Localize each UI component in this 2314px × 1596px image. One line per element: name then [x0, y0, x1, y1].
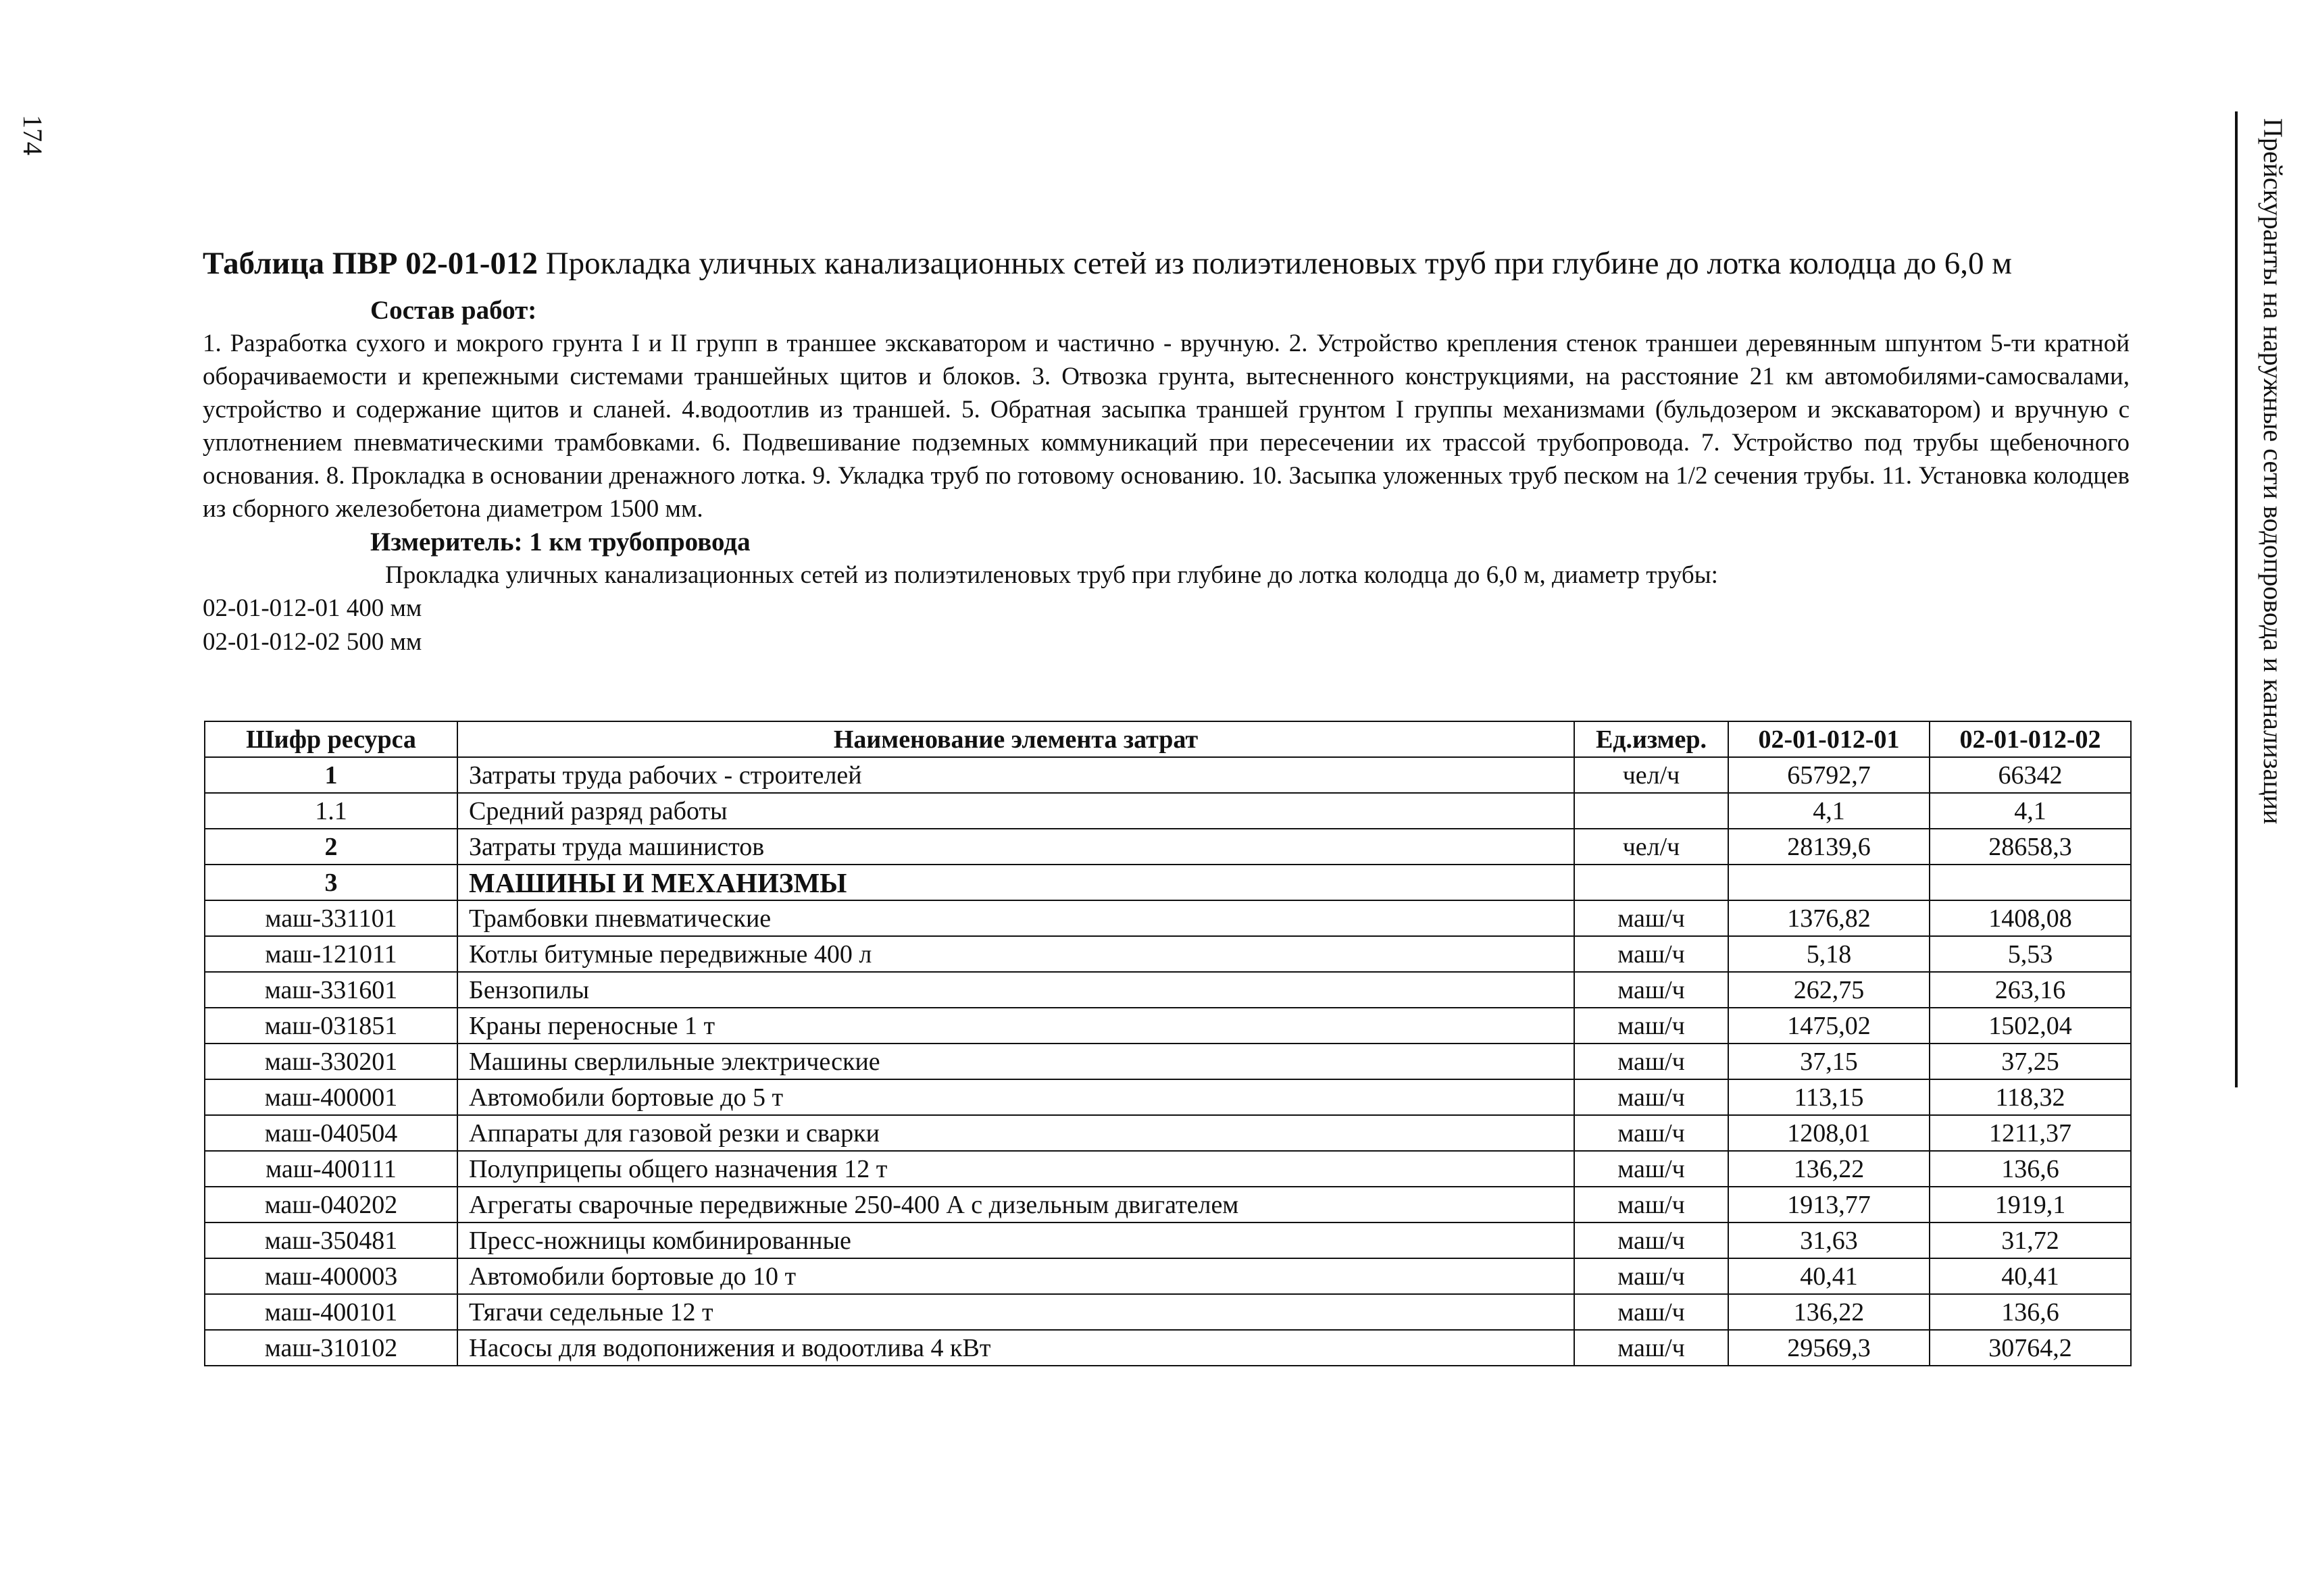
- cell-resource-code: 1: [205, 757, 457, 793]
- cell-variant-1: 28139,6: [1728, 829, 1930, 865]
- cell-unit: маш/ч: [1574, 1115, 1728, 1151]
- table-row: [205, 1079, 2131, 1115]
- cell-resource-code: маш-040504: [205, 1115, 457, 1151]
- cell-unit: маш/ч: [1574, 1258, 1728, 1294]
- cell-variant-2: 263,16: [1930, 972, 2131, 1008]
- cell-unit: маш/ч: [1574, 1187, 1728, 1222]
- cell-variant-2: 118,32: [1930, 1079, 2131, 1115]
- table-row: [205, 1044, 2131, 1079]
- cell-unit: чел/ч: [1574, 757, 1728, 793]
- cell-variant-1: 4,1: [1728, 793, 1930, 829]
- cell-cost-item: МАШИНЫ И МЕХАНИЗМЫ: [457, 865, 1574, 900]
- works-description: 1. Разработка сухого и мокрого грунта I и II групп в траншее экскаватором и частично - вручную. 2. Устройство крепления стенок траншеи деревянным шпунтом 5-ти кратной оборачиваемости и крепежными системами траншейных щитов и блоков. 3. Отвозка грунта, вытесненного конструкциями, на расстояние 21 км автомобилями-самосвалами, устройство и содержание щитов и сланей. 4.водоотлив из траншей. 5. Обратная засыпка траншей грунтом I группы механизмами (бульдозером и экскаватором) и вручную с уплотнением пневматическими трамбовками. 6. Подвешивание подземных коммуникаций при пересечении их трассой трубопровода. 7. Устройство под трубы щебеночного основания. 8. Прокладка в основании дренажного лотка. 9. Укладка труб по готовому основанию. 10. Засыпка уложенных труб песком на 1/2 сечения трубы. 11. Установка колодцев из сборного железобетона диаметром 1500 мм.: [203, 330, 2130, 523]
- table-row: [205, 1008, 2131, 1044]
- column-header-unit: Ед.измер.: [1574, 721, 1728, 757]
- table-header-row: [205, 721, 2131, 757]
- page-number: 174: [18, 115, 48, 155]
- running-header: Прейскуранты на наружные сети водопровода и канализации: [2258, 118, 2288, 825]
- table-row: [205, 865, 2131, 900]
- cell-variant-2: 1502,04: [1930, 1008, 2131, 1044]
- cell-resource-code: маш-040202: [205, 1187, 457, 1222]
- cell-variant-1: 31,63: [1728, 1222, 1930, 1258]
- cell-variant-1: 262,75: [1728, 972, 1930, 1008]
- cell-variant-2: 30764,2: [1930, 1330, 2131, 1366]
- cell-resource-code: маш-331101: [205, 900, 457, 936]
- cell-resource-code: маш-400101: [205, 1294, 457, 1330]
- cell-variant-1: 37,15: [1728, 1044, 1930, 1079]
- cell-unit: маш/ч: [1574, 1330, 1728, 1366]
- cell-variant-2: 1211,37: [1930, 1115, 2131, 1151]
- column-header-name: Наименование элемента затрат: [457, 721, 1574, 757]
- column-header-variant-2: 02-01-012-02: [1930, 721, 2131, 757]
- cell-variant-2: 1408,08: [1930, 900, 2131, 936]
- column-header-variant-1: 02-01-012-01: [1728, 721, 1930, 757]
- cell-resource-code: маш-031851: [205, 1008, 457, 1044]
- cell-variant-2: 1919,1: [1930, 1187, 2131, 1222]
- cell-unit: маш/ч: [1574, 1008, 1728, 1044]
- cell-variant-2: 31,72: [1930, 1222, 2131, 1258]
- cell-cost-item: Машины сверлильные электрические: [457, 1044, 1574, 1079]
- cell-unit: маш/ч: [1574, 1222, 1728, 1258]
- table-row: [205, 1330, 2131, 1366]
- variant-line: 02-01-012-02 500 мм: [203, 628, 422, 656]
- cell-cost-item: Агрегаты сварочные передвижные 250-400 А с дизельным двигателем: [457, 1187, 1574, 1222]
- cell-cost-item: Аппараты для газовой резки и сварки: [457, 1115, 1574, 1151]
- table-row: [205, 829, 2131, 865]
- cell-variant-2: 40,41: [1930, 1258, 2131, 1294]
- cell-variant-1: 1913,77: [1728, 1187, 1930, 1222]
- cell-variant-1: 1208,01: [1728, 1115, 1930, 1151]
- cell-cost-item: Трамбовки пневматические: [457, 900, 1574, 936]
- cell-resource-code: маш-400111: [205, 1151, 457, 1187]
- cell-variant-2: 5,53: [1930, 936, 2131, 972]
- cell-resource-code: 2: [205, 829, 457, 865]
- cell-resource-code: маш-400003: [205, 1258, 457, 1294]
- cell-cost-item: Краны переносные 1 т: [457, 1008, 1574, 1044]
- cell-unit: маш/ч: [1574, 1151, 1728, 1187]
- cell-cost-item: Автомобили бортовые до 5 т: [457, 1079, 1574, 1115]
- table-title-label: Таблица ПВР 02-01-012: [203, 246, 538, 281]
- table-row: [205, 1258, 2131, 1294]
- table-row: [205, 900, 2131, 936]
- cell-variant-1: 29569,3: [1728, 1330, 1930, 1366]
- cell-cost-item: Котлы битумные передвижные 400 л: [457, 936, 1574, 972]
- intro-line: Прокладка уличных канализационных сетей из полиэтиленовых труб при глубине до лотка колодца до 6,0 м, диаметр трубы:: [385, 561, 1718, 589]
- table-row: [205, 757, 2131, 793]
- table-row: [205, 1187, 2131, 1222]
- cell-resource-code: маш-400001: [205, 1079, 457, 1115]
- cell-variant-1: 40,41: [1728, 1258, 1930, 1294]
- cell-unit: [1574, 865, 1728, 900]
- cell-variant-2: [1930, 865, 2131, 900]
- cell-variant-1: 1376,82: [1728, 900, 1930, 936]
- cell-variant-2: 136,6: [1930, 1294, 2131, 1330]
- cell-cost-item: Пресс-ножницы комбинированные: [457, 1222, 1574, 1258]
- table-row: [205, 972, 2131, 1008]
- table-row: [205, 1151, 2131, 1187]
- cell-variant-1: 136,22: [1728, 1294, 1930, 1330]
- cell-cost-item: Автомобили бортовые до 10 т: [457, 1258, 1574, 1294]
- table-row: [205, 1115, 2131, 1151]
- cost-table: [204, 721, 2132, 1366]
- cell-unit: маш/ч: [1574, 1044, 1728, 1079]
- variant-line: 02-01-012-01 400 мм: [203, 594, 422, 622]
- table-row: [205, 936, 2131, 972]
- table-row: [205, 793, 2131, 829]
- cell-unit: маш/ч: [1574, 1079, 1728, 1115]
- cell-variant-1: [1728, 865, 1930, 900]
- cell-cost-item: Тягачи седельные 12 т: [457, 1294, 1574, 1330]
- cell-cost-item: Затраты труда рабочих - строителей: [457, 757, 1574, 793]
- works-heading: Состав работ:: [370, 296, 537, 325]
- cell-variant-1: 1475,02: [1728, 1008, 1930, 1044]
- cell-resource-code: маш-331601: [205, 972, 457, 1008]
- cell-cost-item: Затраты труда машинистов: [457, 829, 1574, 865]
- table-row: [205, 1222, 2131, 1258]
- cell-unit: маш/ч: [1574, 1294, 1728, 1330]
- cell-unit: чел/ч: [1574, 829, 1728, 865]
- column-header-code: Шифр ресурса: [205, 721, 457, 757]
- cell-resource-code: 1.1: [205, 793, 457, 829]
- cell-unit: маш/ч: [1574, 900, 1728, 936]
- cell-resource-code: маш-330201: [205, 1044, 457, 1079]
- table-body: [205, 757, 2131, 1366]
- cell-variant-2: 28658,3: [1930, 829, 2131, 865]
- cell-resource-code: маш-310102: [205, 1330, 457, 1366]
- cell-variant-1: 113,15: [1728, 1079, 1930, 1115]
- cell-variant-2: 37,25: [1930, 1044, 2131, 1079]
- cell-cost-item: Полуприцепы общего назначения 12 т: [457, 1151, 1574, 1187]
- document-body: [203, 243, 2130, 659]
- cell-variant-2: 136,6: [1930, 1151, 2131, 1187]
- side-divider: [2235, 111, 2238, 1087]
- cell-variant-1: 136,22: [1728, 1151, 1930, 1187]
- cell-cost-item: Насосы для водопонижения и водоотлива 4 кВт: [457, 1330, 1574, 1366]
- cell-resource-code: маш-121011: [205, 936, 457, 972]
- table-row: [205, 1294, 2131, 1330]
- cell-cost-item: Средний разряд работы: [457, 793, 1574, 829]
- table-title-text: Прокладка уличных канализационных сетей из полиэтиленовых труб при глубине до лотка колодца до 6,0 м: [545, 246, 2012, 281]
- cell-resource-code: маш-350481: [205, 1222, 457, 1258]
- cell-cost-item: Бензопилы: [457, 972, 1574, 1008]
- cell-variant-2: 66342: [1930, 757, 2131, 793]
- cell-variant-1: 5,18: [1728, 936, 1930, 972]
- cell-variant-1: 65792,7: [1728, 757, 1930, 793]
- table-title: [203, 243, 2130, 284]
- meter-line: Измеритель: 1 км трубопровода: [370, 527, 751, 557]
- cell-unit: [1574, 793, 1728, 829]
- cell-variant-2: 4,1: [1930, 793, 2131, 829]
- cell-resource-code: 3: [205, 865, 457, 900]
- cell-unit: маш/ч: [1574, 972, 1728, 1008]
- cell-unit: маш/ч: [1574, 936, 1728, 972]
